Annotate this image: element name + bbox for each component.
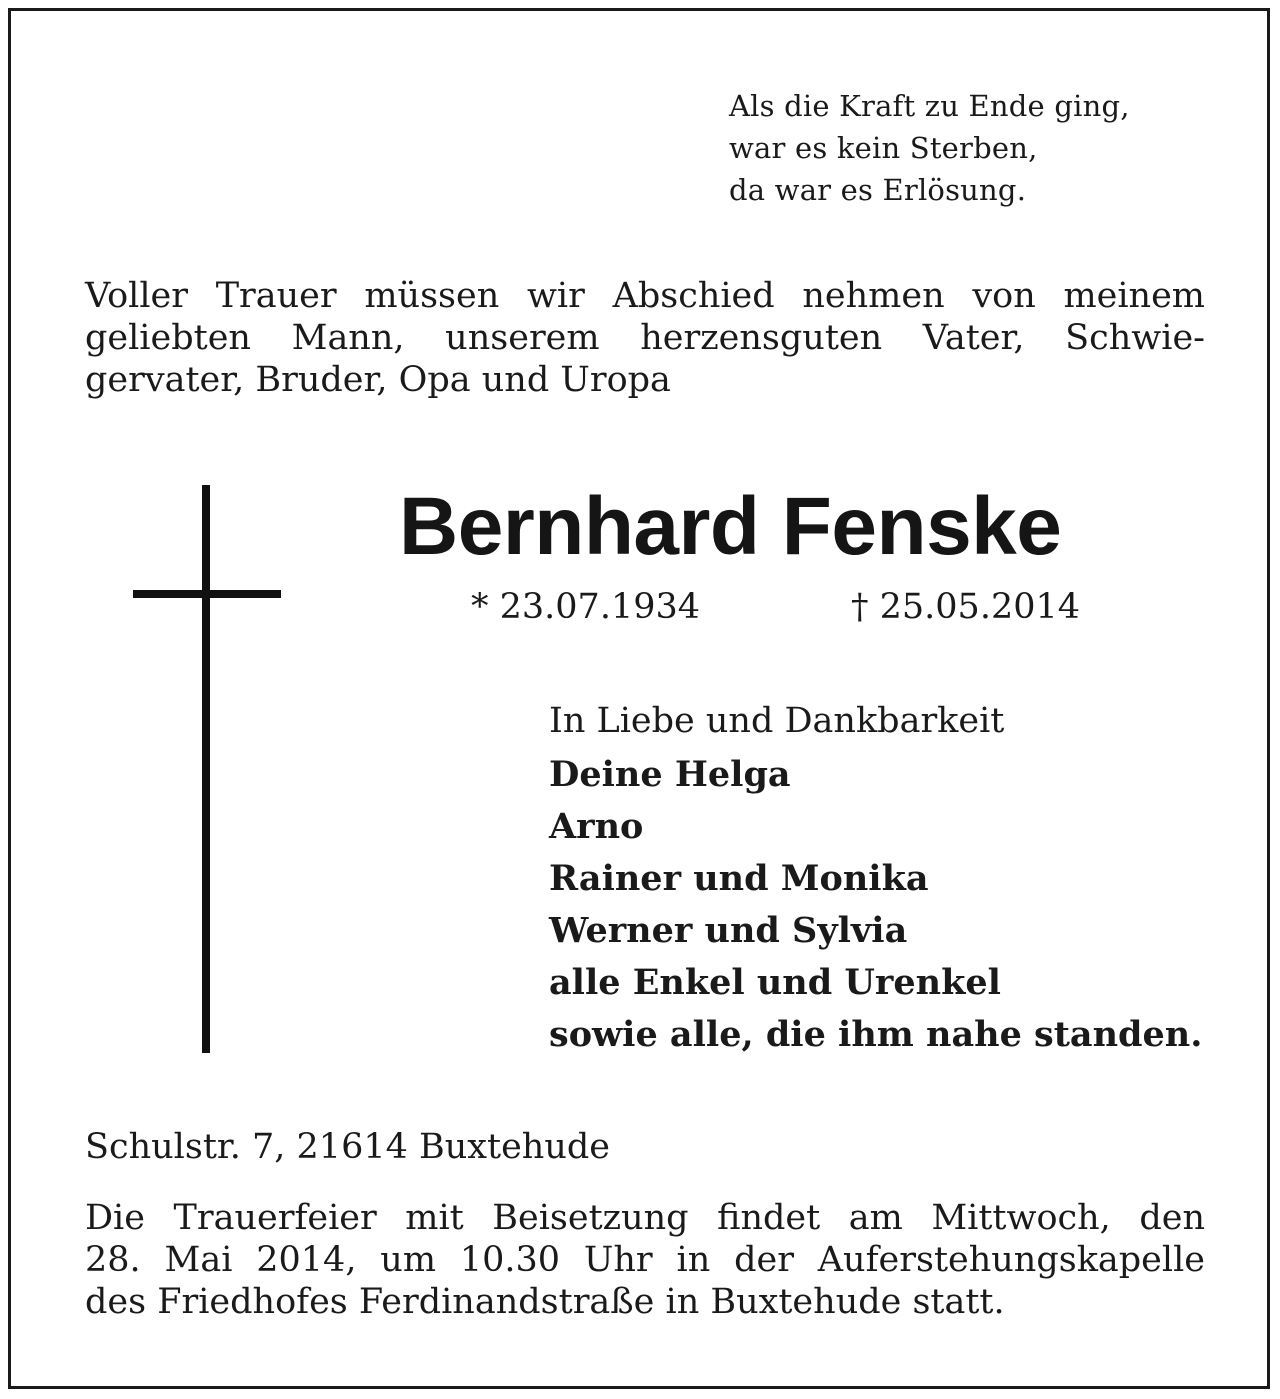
funeral-line: 28. Mai 2014, um 10.30 Uhr in der Auferstehungskapelle <box>85 1240 1205 1280</box>
obituary-frame <box>8 8 1270 1389</box>
death-date: † 25.05.2014 <box>851 587 1081 627</box>
birth-date: * 23.07.1934 <box>471 587 701 627</box>
cross-horizontal-bar <box>133 590 281 598</box>
intro-line: geliebten Mann, unserem herzensguten Vater, Schwie- <box>85 318 1205 358</box>
motto-line: war es kein Sterben, <box>729 131 1038 165</box>
address: Schulstr. 7, 21614 Buxtehude <box>85 1127 610 1167</box>
funeral-line: des Friedhofes Ferdinandstraße in Buxtehude statt. <box>85 1282 1005 1322</box>
signoff-name: Deine Helga <box>549 754 791 795</box>
intro-text <box>85 275 1205 401</box>
signoff-name: sowie alle, die ihm nahe standen. <box>549 1014 1203 1055</box>
funeral-notice <box>85 1197 1205 1323</box>
signoff-name: Rainer und Monika <box>549 858 929 899</box>
signoff-name: alle Enkel und Urenkel <box>549 962 1001 1003</box>
signoff-name: Werner und Sylvia <box>549 910 908 951</box>
motto-line: da war es Erlösung. <box>729 173 1027 207</box>
motto-line: Als die Kraft zu Ende ging, <box>729 89 1130 123</box>
cross-icon <box>133 485 281 1055</box>
cross-vertical-bar <box>202 485 210 1053</box>
funeral-line: Die Trauerfeier mit Beisetzung findet am Mittwoch, den <box>85 1198 1205 1238</box>
motto-verse <box>729 85 1130 211</box>
signoff-block <box>549 695 1202 1061</box>
deceased-name: Bernhard Fenske <box>399 481 1062 572</box>
intro-line: Voller Trauer müssen wir Abschied nehmen von meinem <box>85 276 1205 316</box>
signoff-intro: In Liebe und Dankbarkeit <box>549 701 1005 741</box>
signoff-name: Arno <box>549 806 644 847</box>
intro-line: gervater, Bruder, Opa und Uropa <box>85 360 671 400</box>
